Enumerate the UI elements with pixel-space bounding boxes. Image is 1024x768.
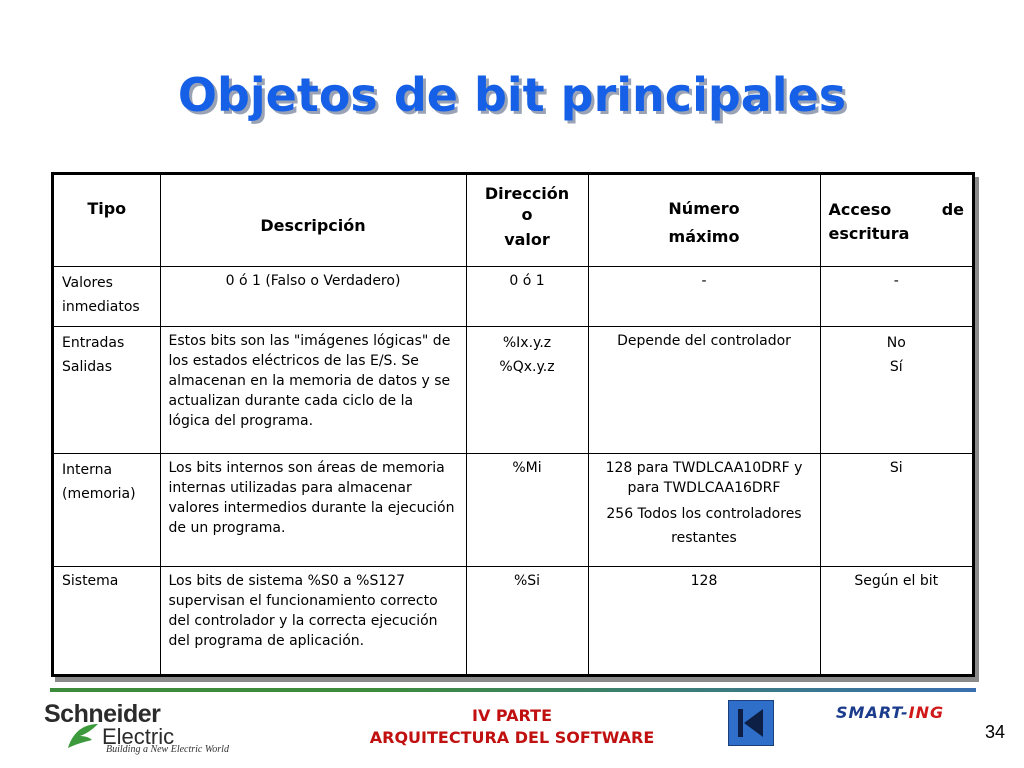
header-acceso-word2: de xyxy=(941,200,964,220)
cell-tipo: Sistema xyxy=(54,566,160,674)
header-numero-line2: máximo xyxy=(668,227,740,246)
footer-line2: ARQUITECTURA DEL SOFTWARE xyxy=(369,728,655,747)
tipo-line1: Valores xyxy=(62,274,113,291)
cell-direccion xyxy=(466,326,588,453)
schneider-logo xyxy=(40,700,240,760)
table-row xyxy=(54,266,972,326)
table-header-row xyxy=(54,175,972,266)
numero-line1: 128 para TWDLCAA10DRF y para TWDLCAA16DRF xyxy=(605,459,803,496)
tipo-line2: (memoria) xyxy=(62,485,136,502)
cell-numero xyxy=(588,453,820,566)
direccion-line1: %Ix.y.z xyxy=(502,334,552,351)
slide-title: Objetos de bit principales xyxy=(177,68,847,122)
header-acceso-line2: escritura xyxy=(828,224,910,244)
cell-tipo xyxy=(54,266,160,326)
header-numero-line1: Número xyxy=(668,199,740,218)
smart-ing-logo xyxy=(836,703,944,722)
cell-numero: - xyxy=(588,266,820,326)
header-acceso-word1: Acceso xyxy=(828,200,892,220)
footer-line1: IV PARTE xyxy=(472,706,552,725)
footer-divider xyxy=(50,688,976,692)
schneider-leaf-icon xyxy=(66,722,100,750)
logo-company-sub: Electric xyxy=(102,724,175,749)
brand-part1: SMART- xyxy=(836,703,909,722)
bit-objects-table xyxy=(51,172,975,677)
tipo-line2: inmediatos xyxy=(62,298,140,315)
acceso-line2: Sí xyxy=(889,358,903,375)
tipo-line1: Interna xyxy=(62,461,113,478)
logo-company-name: Schneider xyxy=(44,700,161,728)
header-direccion-line1: Dirección xyxy=(484,184,570,203)
cell-acceso xyxy=(820,326,972,453)
cell-descripcion: Los bits de sistema %S0 a %S127 supervisan el funcionamiento correcto del controlador y la correcta ejecución del programa de aplicación. xyxy=(160,566,466,674)
cell-direccion: 0 ó 1 xyxy=(466,266,588,326)
footer-section-title xyxy=(300,705,724,749)
brand-part2: ING xyxy=(908,703,945,722)
header-numero xyxy=(588,175,820,266)
table-row xyxy=(54,566,972,674)
header-direccion xyxy=(466,175,588,266)
cell-numero: 128 xyxy=(588,566,820,674)
cell-acceso: Si xyxy=(820,453,972,566)
header-descripcion: Descripción xyxy=(160,175,466,266)
cell-acceso: Según el bit xyxy=(820,566,972,674)
page-number: 34 xyxy=(985,722,1006,742)
header-direccion-line2: o xyxy=(521,205,533,224)
table-row xyxy=(54,453,972,566)
numero-line2: 256 Todos los controladores restantes xyxy=(606,505,802,546)
table-row xyxy=(54,326,972,453)
header-tipo: Tipo xyxy=(54,175,160,266)
logo-tagline: Building a New Electric World xyxy=(106,744,229,755)
cell-tipo xyxy=(54,326,160,453)
cell-descripcion: Estos bits son las "imágenes lógicas" de los estados eléctricos de las E/S. Se almacenan en la memoria de datos y se actualizan durante cada ciclo de la lógica del programa. xyxy=(160,326,466,453)
cell-descripcion: Los bits internos son áreas de memoria internas utilizadas para almacenar valores intermedios durante la ejecución de un programa. xyxy=(160,453,466,566)
acceso-line1: No xyxy=(886,334,906,351)
header-acceso xyxy=(820,175,972,266)
cell-direccion: %Si xyxy=(466,566,588,674)
cell-direccion: %Mi xyxy=(466,453,588,566)
cell-descripcion: 0 ó 1 (Falso o Verdadero) xyxy=(160,266,466,326)
cell-numero: Depende del controlador xyxy=(588,326,820,453)
skip-back-button[interactable] xyxy=(728,700,774,746)
skip-back-icon xyxy=(729,701,773,745)
direccion-line2: %Qx.y.z xyxy=(499,358,555,375)
header-direccion-line3: valor xyxy=(504,230,550,249)
cell-acceso: - xyxy=(820,266,972,326)
tipo-line2: Salidas xyxy=(62,358,113,375)
tipo-line1: Entradas xyxy=(62,334,125,351)
cell-tipo xyxy=(54,453,160,566)
